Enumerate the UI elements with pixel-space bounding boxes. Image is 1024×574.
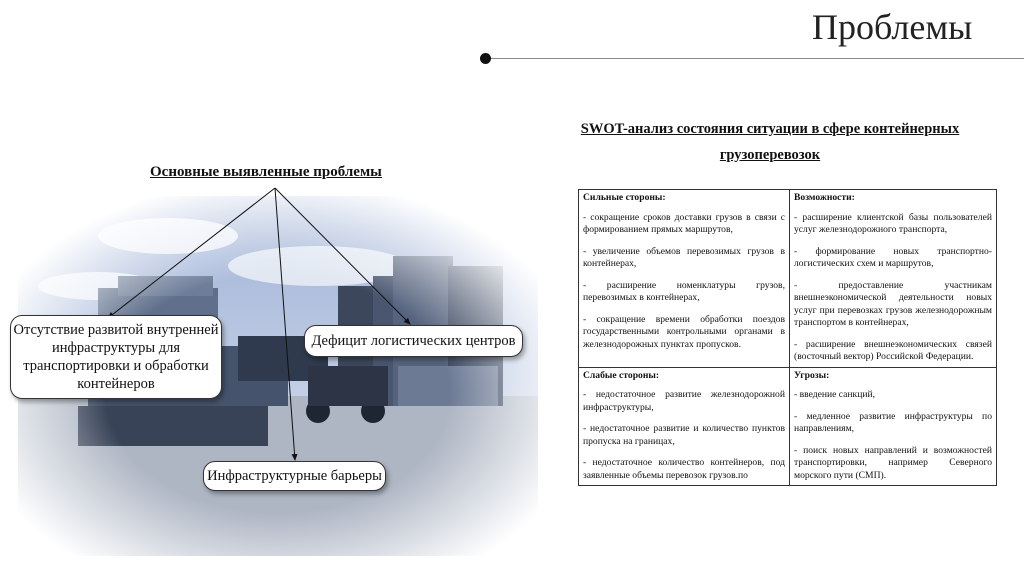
threat-item: - поиск новых направлений и возможностей транспортировки, например Северного морского пути (СМП).: [794, 444, 992, 481]
opportunity-item: - расширение внешнеэкономических связей (восточный вектор) Российской Федерации.: [794, 338, 992, 362]
swot-heading: SWOT-анализ состояния ситуации в сфере контейнерных грузоперевозок: [580, 121, 960, 163]
swot-opportunities-cell: [790, 190, 997, 368]
problem-barriers-text: Инфраструктурные барьеры: [207, 468, 382, 484]
weakness-item: - недостаточное развитие железнодорожной инфраструктуры,: [583, 389, 785, 413]
rule-bullet: [480, 53, 491, 64]
threats-title: Угрозы:: [794, 369, 830, 381]
swot-strengths-cell: [579, 190, 790, 368]
strength-item: - сокращение времени обработки поездов государственными контрольными органами в железнодорожных пунктах пропусков.: [583, 313, 785, 350]
title-rule: [486, 58, 1024, 59]
strength-item: - сокращение сроков доставки грузов в связи с формированием прямых маршрутов,: [583, 211, 785, 235]
problems-heading: Основные выявленные проблемы: [150, 164, 382, 180]
problem-infrastructure-text: Отсутствие развитой внутренней инфраструктуры для транспортировки и обработки контейнеров: [13, 322, 219, 392]
slide-title: Проблемы: [812, 7, 973, 47]
threat-item: - введение санкций,: [794, 389, 876, 400]
weaknesses-title: Слабые стороны:: [583, 369, 660, 381]
opportunity-item: - предоставление участникам внешнеэкономической деятельности новых услуг при перевозках грузов железнодорожным транспортом в контейнерах,: [794, 279, 992, 328]
opportunity-item: - формирование новых транспортно-логистических схем и маршрутов,: [794, 245, 992, 269]
opportunities-title: Возможности:: [794, 192, 855, 203]
strength-item: - увеличение объемов перевозимых грузов в контейнерах,: [583, 245, 785, 269]
weakness-item: - недостаточное количество контейнеров, под заявленные объемы перевозок грузов.по: [583, 457, 785, 481]
swot-threats-cell: [790, 367, 997, 486]
opportunity-item: - расширение клиентской базы пользователей услуг железнодорожного транспорта,: [794, 211, 992, 235]
threat-item: - медленное развитие инфраструктуры по направлениям,: [794, 410, 992, 434]
problem-box-logistics: [304, 325, 523, 357]
problem-box-barriers: [203, 461, 386, 491]
problem-box-infrastructure: [10, 315, 222, 399]
strengths-title: Сильные стороны:: [583, 192, 666, 203]
strength-item: - расширение номенклатуры грузов, перевозимых в контейнерах,: [583, 279, 785, 303]
swot-table: [578, 189, 997, 486]
swot-weaknesses-cell: [579, 367, 790, 486]
problem-logistics-text: Дефицит логистических центров: [311, 333, 516, 349]
weakness-item: - недостаточное развитие и количество пунктов пропуска на границах,: [583, 423, 785, 447]
